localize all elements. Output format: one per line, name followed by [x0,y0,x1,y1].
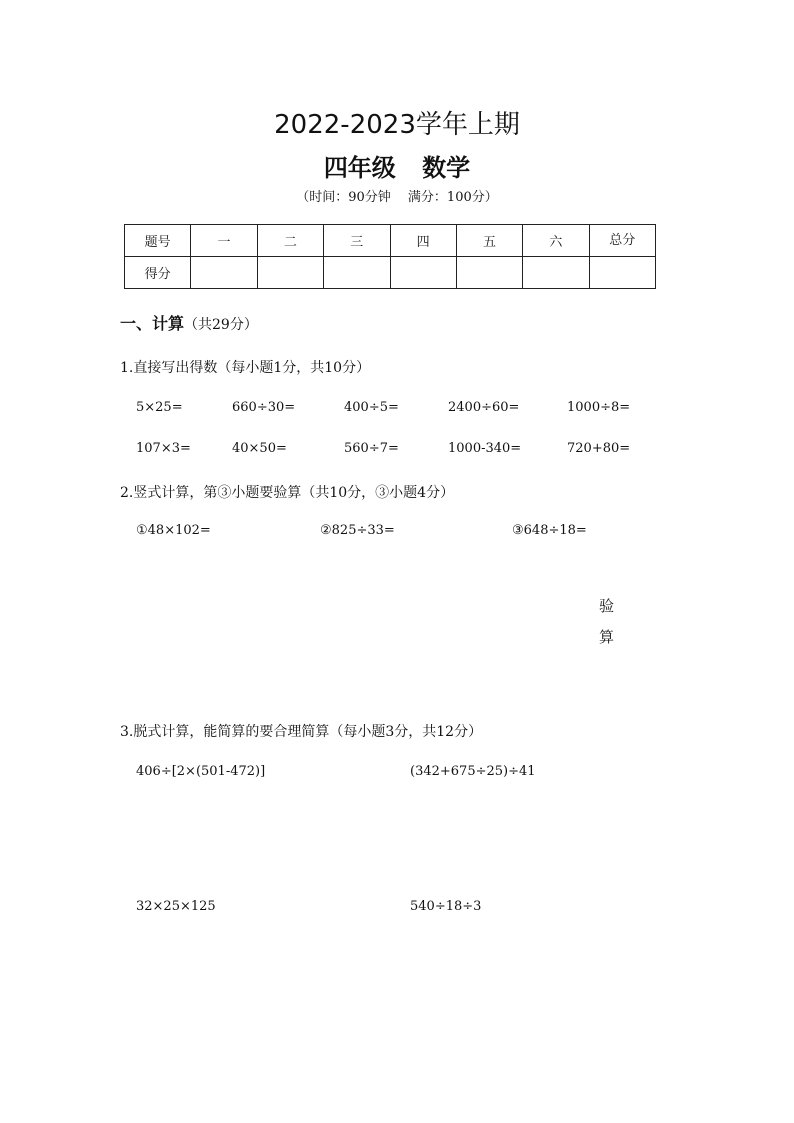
score-table [124,224,656,289]
step-problem: (342+675÷25)÷41 [410,764,536,779]
score-table-score-row [125,257,656,289]
vertical-problem: ②825÷33= [320,523,395,538]
subject-title: 四年级 数学 [323,154,471,182]
score-table-header-row [125,225,656,257]
page-title: 2022-2023学年上期 [274,110,520,140]
vertical-problem: ①48×102= [136,523,211,538]
score-cell: 一 [191,225,257,257]
oral-problem: 560÷7= [344,441,399,456]
score-entry-cell[interactable] [257,257,323,289]
oral-problem: 1000÷8= [567,400,631,415]
score-entry-cell[interactable] [191,257,257,289]
question-3-title: 3.脱式计算，能简算的要合理简算（每小题3分，共12分） [120,724,483,740]
question-1-title: 1.直接写出得数（每小题1分，共10分） [120,360,371,376]
oral-problem: 400÷5= [344,400,399,415]
score-cell: 六 [523,225,589,257]
section-heading-text: 一、计算 [120,314,185,333]
score-entry-cell[interactable] [589,257,655,289]
score-entry-cell[interactable] [390,257,456,289]
oral-problem: 720+80= [567,441,631,456]
check-label: 验 [599,597,615,615]
score-cell: 五 [456,225,522,257]
score-cell: 总分 [589,225,655,257]
question-2-title: 2.竖式计算，第③小题要验算（共10分，③小题4分） [120,485,455,501]
section-heading [120,311,258,334]
score-cell: 得分 [125,257,191,289]
step-problem: 406÷[2×(501-472)] [136,764,266,779]
score-entry-cell[interactable] [324,257,390,289]
oral-problem: 107×3= [136,441,191,456]
score-entry-cell[interactable] [456,257,522,289]
section-heading-note: （共29分） [184,317,258,333]
score-cell: 题号 [125,225,191,257]
score-cell: 三 [324,225,390,257]
check-label: 算 [599,628,615,646]
score-cell: 二 [257,225,323,257]
exam-info: （时间：90分钟 满分：100分） [296,190,498,205]
step-problem: 540÷18÷3 [410,899,482,914]
oral-problem: 5×25= [136,400,183,415]
oral-problem: 2400÷60= [448,400,520,415]
oral-problem: 40×50= [232,441,287,456]
score-cell: 四 [390,225,456,257]
oral-problem: 1000-340= [448,441,522,456]
oral-problem: 660÷30= [232,400,296,415]
step-problem: 32×25×125 [136,899,216,914]
score-entry-cell[interactable] [523,257,589,289]
vertical-problem: ③648÷18= [512,523,587,538]
